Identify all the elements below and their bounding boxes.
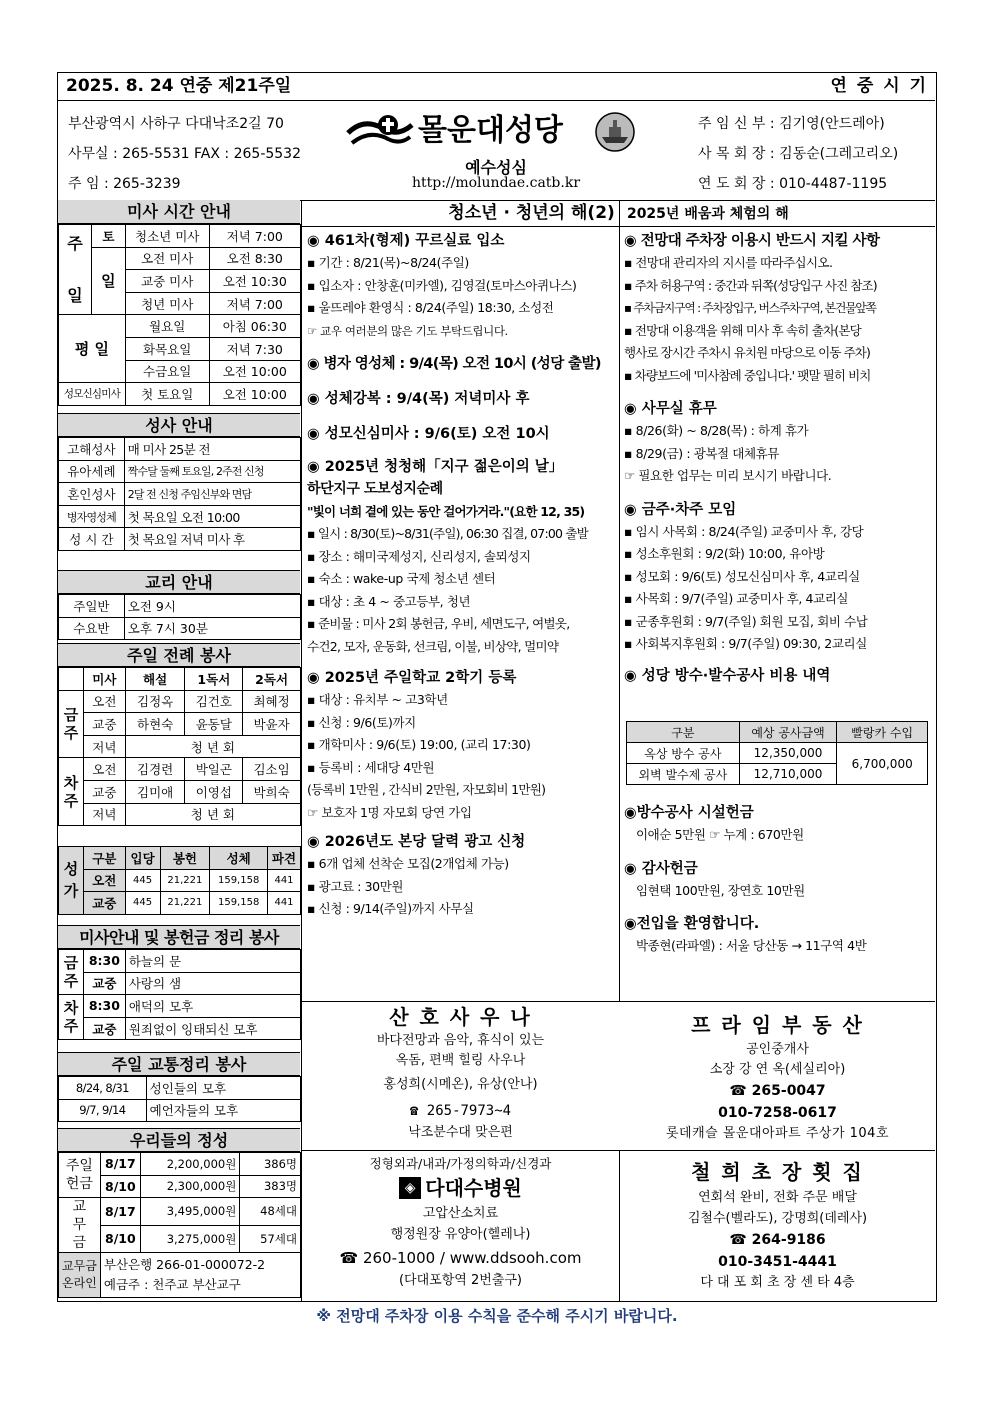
col-header: 빨랑카 수입: [837, 722, 928, 743]
notice-line: ▪ 준비물 : 미사 2회 봉헌금, 우비, 세면도구, 여벌옷,: [307, 616, 570, 631]
mass-slot: 저녁: [83, 803, 125, 826]
mother-mass-label: 성모신심미사: [59, 383, 126, 406]
ad-restaurant: [620, 1157, 935, 1293]
notice-line: ▪ 군종후원회 : 9/7(주일) 회원 모집, 회비 수납: [624, 613, 868, 629]
donation-date: 8/17: [100, 1153, 140, 1176]
col-header: 1독서: [185, 668, 243, 691]
liturgy-title: 주일 전례 봉사: [58, 643, 300, 667]
notice-line: ▪ 등록비 : 세대당 4만원: [307, 759, 435, 775]
notice-line: ▪ 전망대 이용객을 위해 미사 후 속히 출차(본당: [624, 322, 861, 338]
traffic-date: 9/7, 9/14: [59, 1099, 147, 1122]
notice-line: 박종현(라파엘) : 서울 당산동 → 11구역 4반: [636, 938, 867, 953]
ad-name: 산 호 사 우 나: [389, 1005, 532, 1029]
mass-time: 저녁 7:30: [209, 337, 300, 360]
notice-title: ◉ 성당 방수·발수공사 비용 내역: [624, 667, 831, 684]
traffic-date: 8/24, 8/31: [59, 1077, 147, 1100]
sat-label: 토: [91, 225, 125, 248]
notice-line: 하단지구 도보성지순례: [307, 481, 443, 497]
church-name: 몰운대성당: [418, 113, 563, 148]
notice-line: ▪ 8/29(금) : 광복절 대체휴뮤: [624, 445, 780, 461]
this-week-label: 금주: [59, 950, 84, 995]
notice-line: (등록비 1만원 , 간식비 2만원, 자모회비 1만원): [307, 782, 546, 797]
mass-time: 오전 10:00: [209, 360, 300, 383]
notice-title: ◉ 전망대 주차장 이용시 반드시 지킬 사항: [624, 233, 880, 249]
group-name: 원죄없이 잉태되신 모후: [125, 1017, 300, 1040]
ad-phone: ☎ 265-0047: [729, 1083, 826, 1099]
cost-table: [626, 721, 928, 785]
reader-1: 이영섭: [185, 780, 243, 803]
mass-name: 청년 미사: [125, 292, 209, 315]
ad-name: 철 희 초 장 횟 집: [691, 1160, 864, 1184]
mass-time: 오전 10:00: [209, 383, 300, 406]
notice-line: ▪ 8/26(화) ~ 8/28(목) : 하계 휴가: [624, 423, 809, 438]
notice-line: ▪ 숙소 : wake-up 국제 청소년 센터: [307, 571, 496, 586]
col-header: 미사: [83, 668, 125, 691]
ad-hospital: [302, 1154, 619, 1291]
donation-count: 386명: [240, 1153, 301, 1176]
notice-title: ◉ 감사헌금: [624, 860, 698, 877]
mass-time: 저녁 7:00: [209, 225, 300, 248]
bank-account: 부산은행 266-01-000072-2: [103, 1257, 266, 1273]
reader-2: 박윤자: [243, 713, 301, 736]
notice-line: ▪ 신청 : 9/6(토)까지: [307, 714, 416, 730]
notice-line: ▪ 성소후원회 : 9/2(화) 10:00, 유아방: [624, 546, 825, 561]
notice-line: 이애순 5만원 ☞ 누계 : 670만원: [636, 827, 804, 842]
mass-name: 첫 토요일: [125, 383, 209, 406]
donation-date: 8/10: [100, 1225, 140, 1253]
pastor: 주 임 신 부 : 김기영(안드레아): [698, 116, 885, 132]
col-header: 봉헌: [160, 847, 210, 870]
group-name: 애덕의 모후: [125, 995, 300, 1018]
donation-count: 383명: [240, 1175, 301, 1198]
leaders: [698, 109, 898, 199]
ad-name: 다대수병원: [425, 1176, 522, 1200]
hymn-number: 159,158: [210, 892, 268, 915]
banner-subtitle: 2025년 배움과 체험의 해: [626, 206, 789, 222]
mass-slot: 교중: [83, 892, 125, 915]
donation-count: 57세대: [240, 1225, 301, 1253]
notice-title: ◉전입을 환영합니다.: [624, 916, 760, 932]
right-column: [624, 231, 934, 687]
col-header: 파견: [268, 847, 301, 870]
mass-time: 저녁 7:00: [209, 292, 300, 315]
donation-count: 48세대: [240, 1198, 301, 1226]
sunday-label: 주 일: [59, 225, 92, 315]
mass-name: 월요일: [125, 315, 209, 338]
choir-label: 성가: [59, 847, 84, 915]
notice-quote: "빛이 너희 곁에 있는 동안 걸어가거라."(요한 12, 35): [307, 503, 585, 519]
ad-line: 홍성희(시메온), 유상(안나): [383, 1077, 538, 1092]
sacrament-desc: 첫 목요일 저녁 미사 후: [124, 528, 300, 551]
group-name: 하늘의 문: [125, 950, 300, 973]
mass-slot: 8:30: [83, 995, 125, 1018]
church-logo-icon: [344, 111, 416, 153]
notice-line: ▪ 개학미사 : 9/6(토) 19:00, (교리 17:30): [307, 737, 531, 752]
notice-line: ▪ 신청 : 9/14(주일)까지 사무실: [307, 901, 474, 916]
ad-realty: [620, 1010, 935, 1144]
sacrament-table: [58, 437, 301, 551]
office-phone: 사무실 : 265-5531 FAX : 265-5532: [68, 146, 301, 162]
mass-slot: 오전: [83, 690, 125, 713]
sacrament-desc: 짝수달 둘째 토요일, 2주전 신청: [124, 460, 300, 483]
ad-phone: 010-7258-0617: [718, 1105, 837, 1121]
mass-slot: 교중: [83, 713, 125, 736]
notice-title: ◉ 사무실 휴무: [624, 401, 717, 417]
hospital-logo: [302, 1174, 619, 1203]
weekday-label: 평 일: [59, 315, 126, 383]
commentator: 김미애: [125, 780, 185, 803]
church-title-block: [344, 107, 648, 193]
address: 부산광역시 사하구 다대낙조2길 70: [68, 116, 284, 132]
ad-line: 소장 강 연 옥(세실리아): [709, 1062, 846, 1077]
group-name: 성인들의 모후: [146, 1077, 300, 1100]
hymn-number: 445: [125, 892, 160, 915]
work-name: 외벽 발수제 공사: [627, 764, 740, 785]
church-url[interactable]: http://molundae.catb.kr: [411, 175, 581, 191]
date-line: 2025. 8. 24 연중 제21주일: [66, 76, 292, 96]
notice-title: ◉ 461차(형제) 꾸르실료 입소: [307, 233, 505, 249]
col-header: 성체: [210, 847, 268, 870]
sacrament-name: 성 시 간: [59, 528, 125, 551]
work-cost: 12,710,000: [739, 764, 837, 785]
account-holder: 예금주 : 천주교 부산교구: [103, 1277, 241, 1293]
catechism-title: 교리 안내: [58, 570, 300, 594]
notice-title: ◉ 성체강복 : 9/4(목) 저녁미사 후: [307, 391, 530, 407]
mass-time: 오전 8:30: [209, 247, 300, 270]
notice-line: ▪ 사회복지후원회 : 9/7(주일) 09:30, 2교리실: [624, 636, 867, 651]
sacrament-title: 성사 안내: [58, 413, 300, 437]
donation-date: 8/17: [100, 1198, 140, 1226]
notice-title: ◉ 2026년도 본당 달력 광고 신청: [307, 834, 526, 850]
notice-line: ▪ 사목회 : 9/7(주일) 교중미사 후, 4교리실: [624, 591, 849, 606]
notice-line: ▪ 임시 사목회 : 8/24(주일) 교중미사 후, 강당: [624, 523, 864, 539]
mass-slot: 오전: [83, 758, 125, 781]
notice-line: ▪ 일시 : 8/30(토)~8/31(주일), 06:30 집결, 07:00 출발: [307, 526, 588, 541]
notice-line: ▪ 성모회 : 9/6(토) 성모신심미사 후, 4교리실: [624, 568, 860, 584]
class-time: 오후 7시 30분: [124, 617, 300, 640]
pallanca-income: 6,700,000: [837, 743, 928, 785]
parish-dues-label: 교무금: [59, 1198, 101, 1253]
notice-line: ▪ 대상 : 초 4 ~ 중고등부, 청년: [307, 593, 471, 609]
mass-slot: 오전: [83, 869, 125, 892]
mass-slot: 교중: [83, 1017, 125, 1040]
hymn-number: 21,221: [160, 869, 210, 892]
notice-line: ▪ 기간 : 8/21(목)~8/24(주일): [307, 255, 469, 270]
sacrament-name: 병자영성체: [59, 505, 125, 528]
reader-2: 박희숙: [243, 780, 301, 803]
mass-name: 교중 미사: [125, 270, 209, 293]
col-header: 구분: [627, 722, 740, 743]
traffic-table: [58, 1076, 301, 1122]
reader-1: 박일곤: [185, 758, 243, 781]
notice-title: ◉ 금주·차주 모임: [624, 501, 737, 518]
ad-line: 옥돔, 편백 힐링 사우나: [395, 1053, 526, 1068]
footer-notice: ※ 전망대 주차장 이용 수칙을 준수해 주시기 바랍니다.: [316, 1307, 678, 1325]
notice-line: ▪ 장소 : 해미국제성지, 신리성지, 솔뫼성지: [307, 548, 531, 564]
offering-service-title: 미사안내 및 봉헌금 정리 봉사: [58, 925, 300, 949]
notice-line: ▪ 6개 업체 선착순 모집(2개업체 가능): [307, 856, 509, 871]
ad-sauna: [302, 1003, 619, 1143]
notice-line: ▪ 주차 허용구역 : 중간과 뒤쪽(성당입구 사진 참조): [624, 277, 877, 293]
reader-2: 김소임: [243, 758, 301, 781]
choir-table: [58, 846, 301, 915]
hymn-number: 441: [268, 869, 301, 892]
class-name: 주일반: [59, 595, 125, 618]
ad-line: 정형외과/내과/가정의학과/신경과: [369, 1156, 552, 1171]
ad-line: 롯데캐슬 몰운대아파트 주상가 104호: [665, 1126, 890, 1141]
ad-phone: ☎ 265-7973~4: [409, 1103, 512, 1119]
bulletin-page: [57, 72, 937, 1302]
reader-1: 윤동달: [185, 713, 243, 736]
hymn-number: 21,221: [160, 892, 210, 915]
ad-line: 고압산소치료: [422, 1205, 499, 1221]
col-header: 입당: [125, 847, 160, 870]
mass-time: 오전 10:30: [209, 270, 300, 293]
hymn-number: 445: [125, 869, 160, 892]
hymn-number: 159,158: [210, 869, 268, 892]
mass-name: 수금요일: [125, 360, 209, 383]
sacrament-desc: 매 미사 25분 전: [124, 438, 300, 461]
donation-amount: 2,300,000원: [140, 1175, 240, 1198]
hymn-number: 441: [268, 892, 301, 915]
commentator: 김정옥: [125, 690, 185, 713]
ad-line: 연회석 완비, 전화 주문 배달: [698, 1190, 857, 1205]
ad-line: 김철수(벨라도), 강명희(데레사): [687, 1211, 868, 1226]
notice-title: ◉ 병자 영성체 : 9/4(목) 오전 10시 (성당 출발): [307, 356, 601, 372]
commentator: 하현숙: [125, 713, 185, 736]
youth-group: 청 년 회: [125, 803, 300, 826]
church-emblem-icon: [594, 111, 636, 153]
work-cost: 12,350,000: [739, 743, 837, 764]
notice-line: ▪ 광고료 : 30만원: [307, 878, 404, 894]
notice-line: ▪ 대상 : 유치부 ~ 고3학년: [307, 692, 448, 707]
col-header: 구분: [83, 847, 125, 870]
ad-line: 낙조분수대 맞은편: [408, 1125, 513, 1140]
col-header: 해설: [125, 668, 185, 691]
notice-title: ◉ 성모신심미사 : 9/6(토) 오전 10시: [307, 426, 550, 442]
ad-line: 행정원장 유양아(헬레나): [390, 1226, 531, 1242]
notice-line: 행사로 장시간 주차시 유치원 마당으로 이동 주차): [624, 345, 870, 360]
rectory-phone: 주 임 : 265-3239: [68, 176, 181, 192]
mass-name: 청소년 미사: [125, 225, 209, 248]
mass-name: 오전 미사: [125, 247, 209, 270]
commentator: 김경련: [125, 758, 185, 781]
notice-title: ◉방수공사 시설헌금: [624, 805, 754, 821]
season: 연 중 시 기: [830, 76, 928, 96]
donation-amount: 3,275,000원: [140, 1225, 240, 1253]
notice-line: ☞ 필요한 업무는 미리 보시기 바랍니다.: [624, 468, 832, 483]
notice-line: ☞ 보호자 1명 자모회 당연 가입: [307, 804, 472, 820]
mass-name: 화목요일: [125, 337, 209, 360]
ad-line: 바다전망과 음악, 휴식이 있는: [376, 1033, 545, 1048]
notice-line: ▪ 입소자 : 안창훈(미카엘), 김영걸(토마스아퀴나스): [307, 277, 577, 293]
group-name: 예언자들의 모후: [146, 1099, 300, 1122]
notice-line: ▪ 울뜨레야 환영식 : 8/24(주일) 18:30, 소성전: [307, 300, 554, 315]
bank-info: [100, 1253, 300, 1298]
mass-times-title: 미사 시간 안내: [58, 200, 300, 224]
hospital-logo-icon: ◈: [399, 1177, 421, 1199]
group-name: 사랑의 샘: [125, 972, 300, 995]
notice-line: 임현택 100만원, 장연호 10만원: [636, 882, 805, 898]
right-column-bottom: [624, 803, 934, 958]
donation-table: [58, 1152, 301, 1298]
ad-phone-web[interactable]: ☎ 260-1000 / www.ddsooh.com: [339, 1248, 582, 1267]
year-banner: [302, 201, 935, 226]
liturgy-table: [58, 667, 301, 826]
district-chair: 연 도 회 장 : 010-4487-1195: [698, 176, 888, 192]
sacrament-desc: 2달 전 신청 주임신부와 면담: [124, 483, 300, 506]
notice-line: ▪ 주차금지구역 : 주차장입구, 버스주차구역, 본건물앞쪽: [624, 301, 876, 315]
church-info: [68, 109, 301, 199]
council-chair: 사 목 회 장 : 김동순(그레고리오): [698, 146, 899, 162]
reader-2: 최혜정: [243, 690, 301, 713]
mass-time: 아침 06:30: [209, 315, 300, 338]
donation-title: 우리들의 정성: [58, 1128, 300, 1152]
col-header: 2독서: [243, 668, 301, 691]
notice-line: ▪ 전망대 관리자의 지시를 따라주십시오.: [624, 255, 833, 270]
donation-date: 8/10: [100, 1175, 140, 1198]
ad-line: 공인중개사: [746, 1042, 809, 1057]
youth-group: 청 년 회: [125, 735, 300, 758]
reader-1: 김건호: [185, 690, 243, 713]
middle-column: [307, 231, 617, 921]
sacrament-name: 혼인성사: [59, 483, 125, 506]
notice-line: ▪ 차량보드에 '미사참례 중입니다.' 팻말 필히 비치: [624, 367, 871, 383]
notice-line: ☞ 교우 여러분의 많은 기도 부탁드립니다.: [307, 323, 508, 338]
sunday-offering-label: 주일헌금: [59, 1153, 101, 1198]
ad-line: (다대포항역 2번출구): [398, 1272, 522, 1288]
class-name: 수요반: [59, 617, 125, 640]
mass-slot: 교중: [83, 780, 125, 803]
notice-title: ◉ 2025년 청청해「지구 젊은이의 날」: [307, 459, 564, 475]
next-week-label: 차주: [59, 758, 84, 826]
notice-line: 수건2, 모자, 운동화, 선크림, 이불, 비상약, 멀미약: [307, 638, 559, 654]
catechism-table: [58, 594, 301, 640]
col-header: 예상 공사금액: [739, 722, 837, 743]
mass-slot: 저녁: [83, 735, 125, 758]
ad-line: 다 대 포 회 초 장 센 타 4층: [700, 1275, 855, 1290]
traffic-title: 주일 교통정리 봉사: [58, 1052, 300, 1076]
ad-phone: ☎ 264-9186: [729, 1232, 826, 1248]
work-name: 옥상 방수 공사: [627, 743, 740, 764]
this-week-label: 금주: [59, 690, 84, 758]
banner-title: 청소년 · 청년의 해(2): [448, 203, 615, 223]
mass-slot: 교중: [83, 972, 125, 995]
mass-times-table: [58, 224, 301, 406]
donation-amount: 3,495,000원: [140, 1198, 240, 1226]
offering-service-table: [58, 949, 301, 1040]
sacrament-name: 고해성사: [59, 438, 125, 461]
mass-slot: 8:30: [83, 950, 125, 973]
sun-label: 일: [91, 247, 125, 315]
class-time: 오전 9시: [124, 595, 300, 618]
ad-phone: 010-3451-4441: [718, 1254, 837, 1270]
online-label: 교무금 온라인: [59, 1253, 101, 1298]
notice-title: ◉ 2025년 주일학교 2학기 등록: [307, 670, 517, 686]
motto: 예수성심: [465, 158, 527, 177]
next-week-label: 차주: [59, 995, 84, 1040]
sacrament-name: 유아세례: [59, 460, 125, 483]
sacrament-desc: 첫 목요일 오전 10:00: [124, 505, 300, 528]
ad-name: 프 라 임 부 동 산: [691, 1013, 864, 1037]
donation-amount: 2,200,000원: [140, 1153, 240, 1176]
